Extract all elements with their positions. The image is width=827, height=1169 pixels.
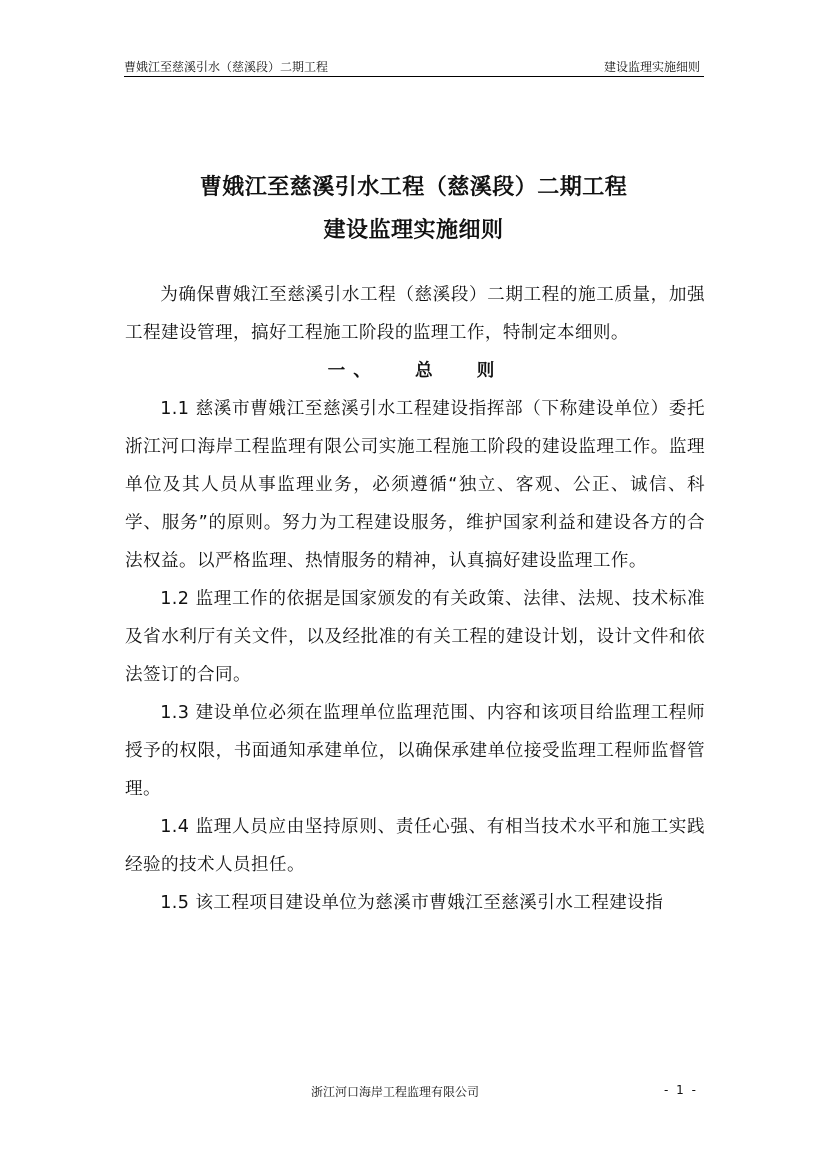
footer-company: 浙江河口海岸工程监理有限公司: [310, 1085, 479, 1099]
paragraph-1-2: 1.2 监理工作的依据是国家颁发的有关政策、法律、法规、技术标准及省水利厅有关文件，以及经批准的有关工程的建设计划，设计文件和依法签订的合同。: [125, 589, 705, 685]
paragraph-1-4: 1.4 监理人员应由坚持原则、责任心强、有相当技术水平和施工实践经验的技术人员担任。: [125, 817, 705, 875]
header-document-name: 建设监理实施细则: [603, 60, 700, 74]
document-body: [125, 276, 705, 922]
paragraph-1-1: 1.1 慈溪市曹娥江至慈溪引水工程建设指挥部（下称建设单位）委托浙江河口海岸工程监理有限公司实施工程施工阶段的建设监理工作。监理单位及其人员从事监理业务，必须遵循“独立、客观、公正、诚信、科学、服务”的原则。努力为工程建设服务，维护国家利益和建设各方的合法权益。以严格监理、热情服务的精神，认真搞好建设监理工作。: [125, 399, 705, 571]
header-project-name: 曹娥江至慈溪引水（慈溪段）二期工程: [124, 60, 329, 74]
intro-paragraph: 为确保曹娥江至慈溪引水工程（慈溪段）二期工程的施工质量，加强工程建设管理，搞好工程施工阶段的监理工作，特制定本细则。: [125, 285, 705, 343]
page-number: - 1 -: [664, 1083, 698, 1097]
document-title-line1: 曹娥江至慈溪引水工程（慈溪段）二期工程: [199, 175, 628, 200]
paragraph-1-3: 1.3 建设单位必须在监理单位监理范围、内容和该项目给监理工程师授予的权限，书面通知承建单位，以确保承建单位接受监理工程师监督管理。: [125, 703, 705, 799]
document-title-line2: 建设监理实施细则: [323, 218, 504, 243]
page-header: [124, 56, 704, 77]
section-heading: 一、 总 则: [327, 361, 503, 381]
paragraph-1-5: 1.5 该工程项目建设单位为慈溪市曹娥江至慈溪引水工程建设指: [160, 893, 664, 913]
